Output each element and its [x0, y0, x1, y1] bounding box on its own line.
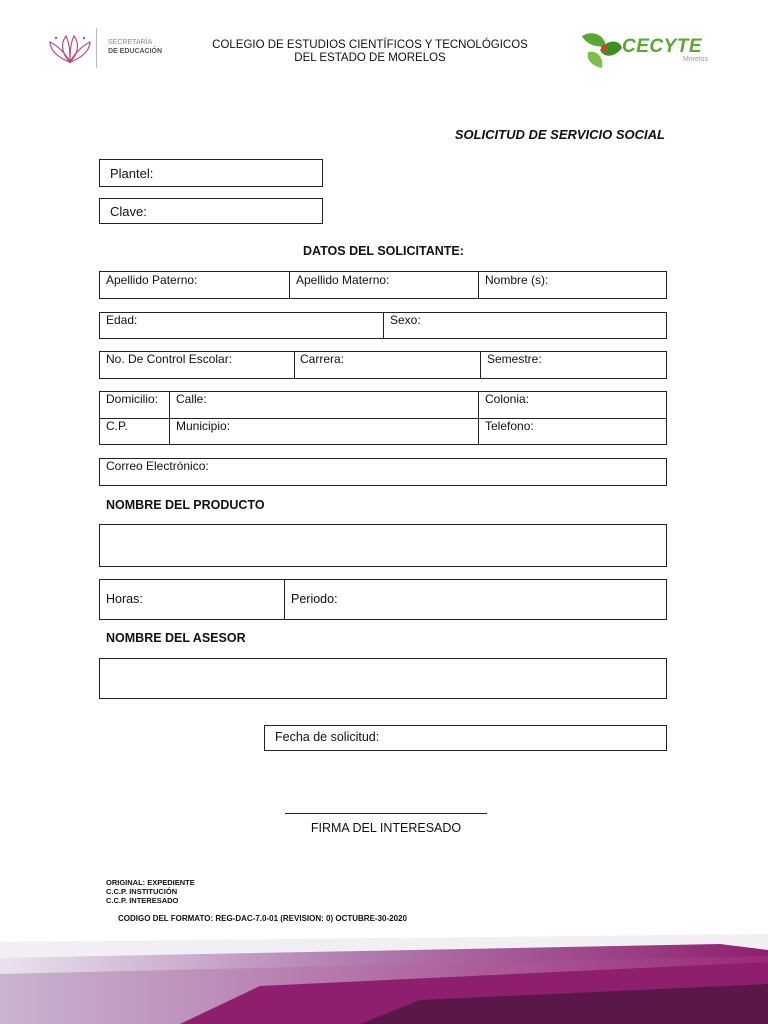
signature-label: FIRMA DEL INTERESADO — [310, 821, 462, 835]
divider — [169, 392, 170, 444]
control-label: No. De Control Escolar: — [106, 352, 233, 366]
horas-label: Horas: — [106, 592, 143, 606]
colonia-label: Colonia: — [485, 392, 530, 406]
calle-label: Calle: — [176, 392, 207, 406]
lotus-icon — [44, 28, 96, 68]
asesor-field[interactable] — [99, 658, 667, 699]
carrera-label: Carrera: — [300, 352, 345, 366]
domicilio-label: Domicilio: — [106, 392, 159, 406]
semestre-label: Semestre: — [487, 352, 542, 366]
apellido-paterno-label: Apellido Paterno: — [106, 273, 198, 287]
edad-label: Edad: — [106, 313, 138, 327]
divider — [478, 272, 479, 298]
divider — [480, 352, 481, 378]
apellido-materno-label: Apellido Materno: — [296, 273, 390, 287]
periodo-label: Periodo: — [291, 592, 338, 606]
edad-sexo-row — [99, 312, 667, 339]
sep-text — [108, 38, 162, 56]
sep-line1: SECRETARÍA — [108, 39, 153, 46]
footer-copies — [106, 878, 195, 905]
footer-band — [0, 930, 768, 1024]
section-producto: NOMBRE DEL PRODUCTO — [106, 498, 265, 512]
fecha-field[interactable] — [264, 725, 667, 751]
institution-line1: COLEGIO DE ESTUDIOS CIENTÍFICOS Y TECNOLÓGICOS — [212, 39, 528, 51]
plantel-label: Plantel: — [110, 166, 154, 181]
footer-line3: C.C.P. INTERESADO — [106, 896, 179, 905]
divider — [289, 272, 290, 298]
sep-line2: DE EDUCACIÓN — [108, 48, 163, 55]
cecyte-leaf-icon — [578, 28, 624, 70]
divider — [294, 352, 295, 378]
telefono-label: Telefono: — [485, 419, 534, 433]
municipio-label: Municipio: — [176, 419, 231, 433]
correo-field[interactable] — [99, 458, 667, 486]
clave-label: Clave: — [110, 204, 147, 219]
cecyte-name: CECYTE — [622, 36, 703, 57]
horas-periodo-row — [99, 579, 667, 620]
fecha-label: Fecha de solicitud: — [275, 730, 380, 744]
institution-name — [200, 39, 540, 65]
section-solicitante: DATOS DEL SOLICITANTE: — [303, 244, 464, 258]
divider — [284, 580, 285, 619]
divider — [478, 392, 479, 444]
document-title: SOLICITUD DE SERVICIO SOCIAL — [454, 127, 665, 142]
section-asesor: NOMBRE DEL ASESOR — [106, 631, 246, 645]
format-code: CODIGO DEL FORMATO: REG-DAC-7.0-01 (REVISION: 0) OCTUBRE-30-2020 — [118, 914, 407, 923]
correo-label: Correo Electrónico: — [106, 459, 209, 473]
divider — [383, 313, 384, 338]
plantel-field[interactable] — [99, 159, 323, 187]
logo-divider — [96, 28, 97, 68]
sexo-label: Sexo: — [390, 313, 421, 327]
names-row — [99, 271, 667, 299]
cp-label: C.P. — [106, 419, 128, 433]
cecyte-logo — [578, 28, 624, 75]
footer-line1: ORIGINAL: EXPEDIENTE — [106, 878, 195, 887]
institution-line2: DEL ESTADO DE MORELOS — [294, 52, 446, 64]
footer-line2: C.C.P. INSTITUCIÓN — [106, 887, 178, 896]
control-row — [99, 351, 667, 379]
signature-line — [285, 813, 487, 814]
producto-field[interactable] — [99, 524, 667, 567]
nombre-label: Nombre (s): — [485, 273, 549, 287]
address-block — [99, 391, 667, 445]
cecyte-sub: Morelos — [683, 56, 708, 63]
clave-field[interactable] — [99, 198, 323, 224]
